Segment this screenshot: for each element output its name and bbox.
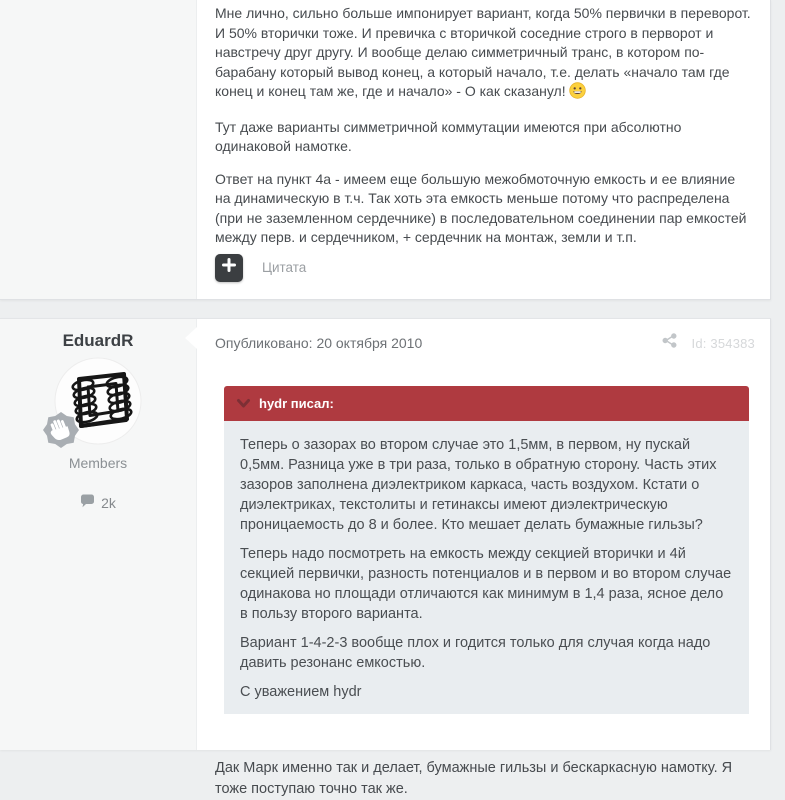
post-content xyxy=(197,319,770,797)
quote-block-body xyxy=(224,421,749,714)
plus-icon xyxy=(222,258,236,277)
multiquote-button[interactable] xyxy=(215,254,243,282)
author-pane xyxy=(0,319,197,750)
member-rank-badge-hand-icon xyxy=(42,411,80,449)
avatar[interactable] xyxy=(54,357,142,445)
quote-author-label: hydr писал: xyxy=(259,396,334,411)
post-body xyxy=(215,758,755,800)
comment-beak xyxy=(185,327,197,349)
author-group-label: Members xyxy=(68,455,128,471)
post-paragraph: Тут даже варианты симметричной коммутации имеются при абсолютно одинаковой намотке. xyxy=(215,118,682,154)
quote-paragraph: Теперь о зазорах во втором случае это 1,5мм, в первом, ну пускай 0,5мм. Разница уже в три раза, только в обратную сторону. Часть этих зазоров заполнена диэлектриком каркаса, часть воздухом. Кстати о диэлектриках, текстолиты и гетинаксы имеют диэлектрическую проницаемость до 8 и более. Кто мешает делать бумажные гильзы? xyxy=(240,437,717,533)
quote-paragraph: С уважением hydr xyxy=(240,684,362,700)
comment-bubble-icon xyxy=(80,494,95,511)
chevron-down-icon xyxy=(237,399,250,408)
grin-emoticon-icon xyxy=(569,82,586,105)
author-pane-previous xyxy=(0,0,197,299)
post-content-previous xyxy=(197,0,770,299)
quote-paragraph: Вариант 1-4-2-3 вообще плох и годится только для случая когда надо давить резонанс емкостью. xyxy=(240,635,711,671)
quote-paragraph: Теперь надо посмотреть на емкость между секцией вторички и 4й секцией первички, разность потенциалов и в первом и во втором случае одинакова но площади отличаются как минимум в 1,4 раза, ясное дело в пользу второго варианта. xyxy=(240,546,732,622)
quote-block-header[interactable] xyxy=(224,386,749,421)
author-name-link[interactable]: EduardR xyxy=(62,331,134,350)
post-paragraph-text: Мне лично, сильно больше импонирует вариант, когда 50% первички в переворот. И 50% вторички тоже. И превичка с вторичкой соседние строго в перворот и навстречу друг другу. И вообще делаю симметричный транс, в котором по-барабану который вывод конец, а который начало, т.е. делать «начало там где конец и конец там же, где и начало» - О как сказанул! xyxy=(215,5,751,99)
comment-count-value: 2k xyxy=(101,494,116,511)
post-paragraph xyxy=(215,4,754,105)
quote-actions-row xyxy=(215,254,754,282)
post-paragraph: Ответ на пункт 4а - имеем еще большую межобмоточную емкость и ее влияние на динамическую в т.ч. Так хоть эта емкость меньше потому что распределена (при не заземленном сердечнике) в последовательном соединении пар емкостей между перв. и сердечником, + сердечник на монтаж, земли и т.п. xyxy=(215,170,747,245)
published-date: Опубликовано: 20 октября 2010 xyxy=(215,335,423,351)
post-body-previous xyxy=(215,4,754,248)
post-meta xyxy=(662,333,755,353)
post-header xyxy=(215,333,755,353)
post-paragraph: Дак Марк именно так и делает, бумажные гильзы и бескаркасную намотку. Я тоже поступаю точно так же. xyxy=(215,760,733,797)
post-card-main xyxy=(0,318,771,797)
post-card-previous xyxy=(0,0,771,300)
quote-block xyxy=(224,386,749,714)
share-icon[interactable] xyxy=(662,333,677,353)
quote-button[interactable]: Цитата xyxy=(262,260,307,275)
author-comment-count xyxy=(0,494,196,511)
post-id-label: Id: 354383 xyxy=(691,335,755,351)
